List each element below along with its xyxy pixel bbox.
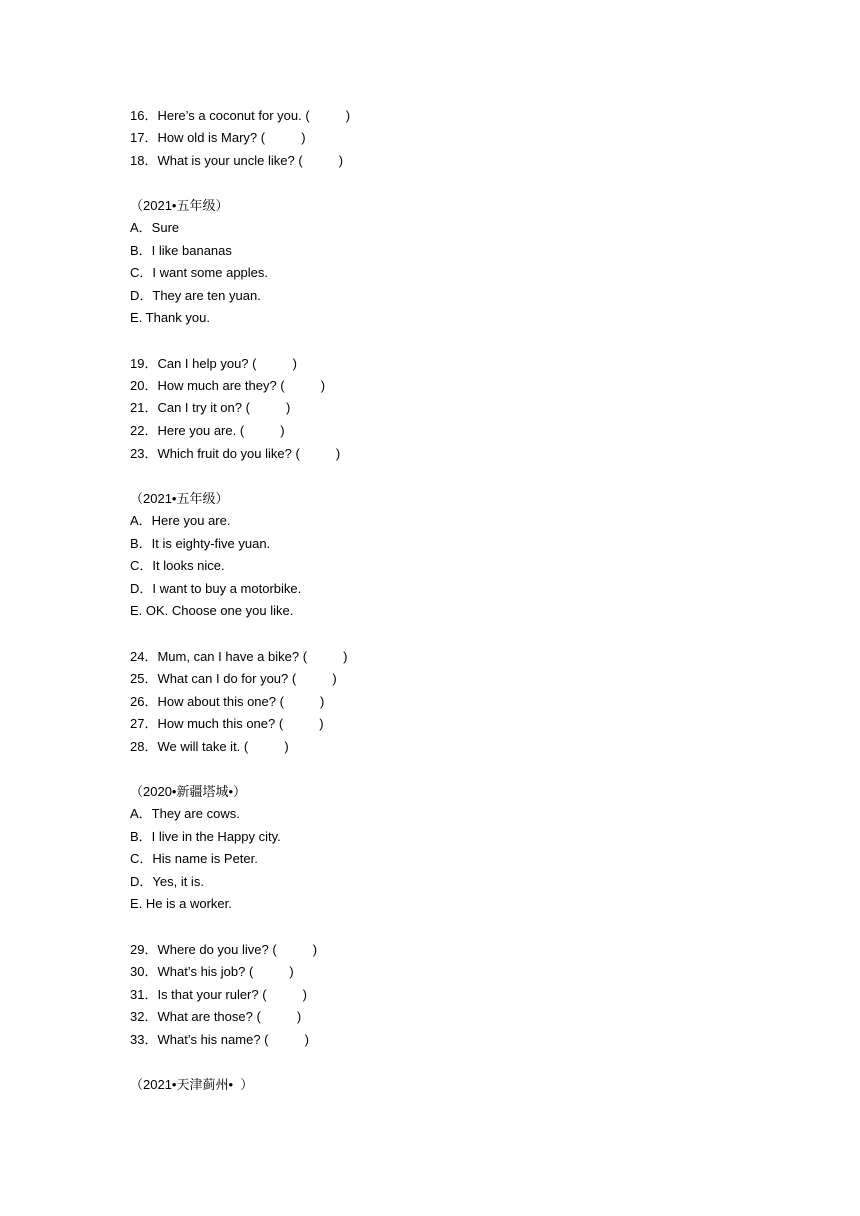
option-line: C．It looks nice. bbox=[130, 558, 225, 573]
question-line: 32．What are those? ( ) bbox=[130, 1009, 302, 1024]
question-line: 21．Can I try it on? ( ) bbox=[130, 400, 291, 415]
question-line: 18．What is your uncle like? ( ) bbox=[130, 153, 344, 168]
question-line: 33．What’s his name? ( ) bbox=[130, 1032, 309, 1047]
question-line: 22．Here you are. ( ) bbox=[130, 423, 285, 438]
question-line: 20．How much are they? ( ) bbox=[130, 378, 326, 393]
question-line: 17．How old is Mary? ( ) bbox=[130, 130, 306, 145]
question-line: 25．What can I do for you? ( ) bbox=[130, 671, 337, 686]
question-line: 23．Which fruit do you like? ( ) bbox=[130, 446, 341, 461]
option-line: A．Sure bbox=[130, 220, 180, 235]
option-line: E. Thank you. bbox=[130, 310, 210, 325]
section-source-label: （2021•五年级） bbox=[130, 198, 229, 213]
option-line: B．It is eighty-five yuan. bbox=[130, 536, 271, 551]
question-line: 26．How about this one? ( ) bbox=[130, 694, 325, 709]
option-line: E. OK. Choose one you like. bbox=[130, 603, 294, 618]
section-source-label: （2021•天津蓟州• ） bbox=[130, 1077, 254, 1092]
section-source-label: （2020•新疆塔城•） bbox=[130, 784, 247, 799]
question-line: 27．How much this one? ( ) bbox=[130, 716, 324, 731]
option-line: E. He is a worker. bbox=[130, 896, 232, 911]
section-source-label: （2021•五年级） bbox=[130, 491, 229, 506]
option-line: A．They are cows. bbox=[130, 806, 240, 821]
option-line: A．Here you are. bbox=[130, 513, 231, 528]
question-line: 30．What’s his job? ( ) bbox=[130, 964, 294, 979]
question-line: 19．Can I help you? ( ) bbox=[130, 356, 297, 371]
question-line: 29．Where do you live? ( ) bbox=[130, 942, 318, 957]
option-line: D．They are ten yuan. bbox=[130, 288, 261, 303]
option-line: B．I like bananas bbox=[130, 243, 232, 258]
question-line: 31．Is that your ruler? ( ) bbox=[130, 987, 308, 1002]
option-line: C．I want some apples. bbox=[130, 265, 269, 280]
option-line: D．I want to buy a motorbike. bbox=[130, 581, 302, 596]
question-line: 24．Mum, can I have a bike? ( ) bbox=[130, 649, 348, 664]
question-line: 16．Here’s a coconut for you. ( ) bbox=[130, 108, 351, 123]
option-line: C．His name is Peter. bbox=[130, 851, 258, 866]
option-line: B．I live in the Happy city. bbox=[130, 829, 281, 844]
question-line: 28．We will take it. ( ) bbox=[130, 739, 289, 754]
option-line: D．Yes, it is. bbox=[130, 874, 204, 889]
